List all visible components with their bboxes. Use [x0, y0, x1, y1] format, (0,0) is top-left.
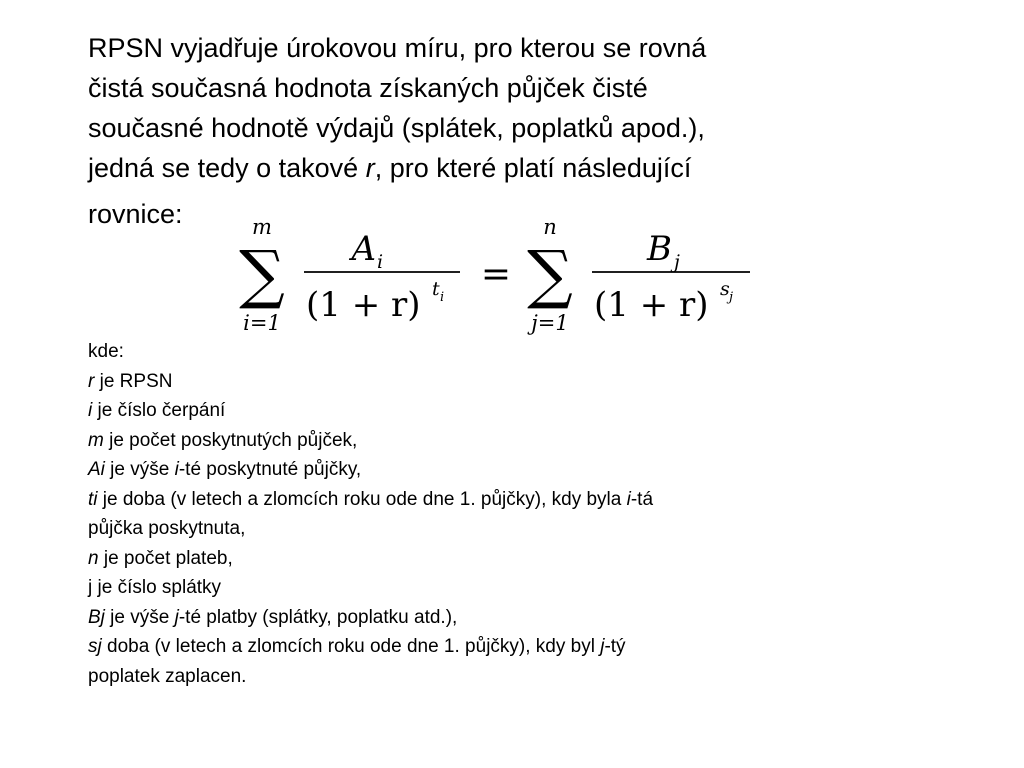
definition-item [88, 455, 948, 485]
lhs-sum-upper-limit: m [252, 215, 272, 239]
definition-item [88, 426, 948, 456]
definition-continuation: poplatek zaplacen. [88, 665, 247, 687]
intro-paragraph [88, 28, 948, 234]
definition-text-continued: -té poskytnuté půjčky, [178, 459, 362, 480]
definition-text-continued: -tá [630, 488, 654, 510]
definitions-list [88, 337, 948, 691]
definition-inline-variable: j [174, 606, 179, 628]
equation-graphic [228, 208, 768, 340]
definition-variable: ti [88, 488, 98, 510]
lhs-denominator-exponent-subscript: i [440, 290, 445, 305]
intro-line-5: rovnice: [88, 199, 183, 229]
intro-line-4-end: , pro které platí následující [374, 153, 692, 183]
definition-item [88, 632, 948, 662]
lhs-numerator-subscript: i [377, 251, 384, 273]
definition-inline-variable: j [600, 636, 605, 657]
intro-line-1: RPSN vyjadřuje úrokovou míru, pro kterou se rovná [88, 33, 707, 63]
rhs-sum-lower-limit: j=1 [531, 311, 569, 335]
definition-item [88, 485, 948, 515]
definition-text: je číslo čerpání [92, 400, 226, 421]
definition-item-plain: j je číslo splátky [88, 577, 222, 598]
rhs-denominator-base: (1 + r) [594, 285, 709, 325]
definition-item [88, 603, 948, 633]
definition-variable: Ai [88, 459, 105, 480]
definition-text: je RPSN [94, 370, 173, 392]
definition-item [88, 396, 948, 426]
lhs-sum-symbol: ∑ [239, 238, 285, 312]
definition-text: je výše [104, 606, 175, 628]
definition-item [88, 544, 948, 574]
definition-variable: n [88, 547, 99, 569]
definition-text: je výše [104, 459, 175, 480]
definition-variable: Bj [88, 606, 105, 628]
definition-inline-variable: i [174, 459, 179, 480]
definition-variable: r [88, 370, 95, 392]
rhs-numerator-subscript: j [674, 251, 680, 273]
definition-variable: i [88, 400, 93, 421]
equals-sign: = [480, 254, 512, 295]
lhs-denominator-base: (1 + r) [306, 285, 421, 325]
definition-text-continued: -té platby (splátky, poplatku atd.), [178, 606, 458, 628]
lhs-numerator-base: A [351, 229, 376, 269]
definition-variable: m [88, 429, 104, 451]
rhs-numerator-base: B [647, 229, 672, 269]
lhs-sum-lower-limit: i=1 [243, 311, 281, 335]
intro-variable-r: r [365, 153, 375, 183]
rhs-denominator-exponent: s [720, 278, 730, 300]
definition-inline-variable: i [626, 488, 631, 510]
intro-line-2: čistá současná hodnota získaných půjček čisté [88, 73, 648, 103]
rpsn-equation [228, 208, 768, 340]
definition-item [88, 367, 948, 397]
definition-text: je počet poskytnutých půjček, [103, 429, 358, 451]
definition-text: je doba (v letech a zlomcích roku ode dne 1. půjčky), kdy byla [97, 488, 627, 510]
definition-text-continued: -tý [604, 636, 626, 657]
rhs-sum-upper-limit: n [543, 215, 557, 239]
rhs-denominator-exponent-subscript: j [729, 290, 734, 305]
definitions-heading: kde: [88, 341, 124, 362]
definition-variable: sj [88, 636, 102, 657]
definition-text: je počet plateb, [98, 547, 233, 569]
rhs-sum-symbol: ∑ [527, 238, 573, 312]
intro-line-4-start: jedná se tedy o takové [88, 153, 366, 183]
definition-continuation: půjčka poskytnuta, [88, 518, 246, 539]
lhs-denominator-exponent: t [432, 278, 440, 300]
definition-text: doba (v letech a zlomcích roku ode dne 1. půjčky), kdy byl [101, 636, 601, 657]
intro-line-3: současné hodnotě výdajů (splátek, poplatků apod.), [88, 113, 705, 143]
